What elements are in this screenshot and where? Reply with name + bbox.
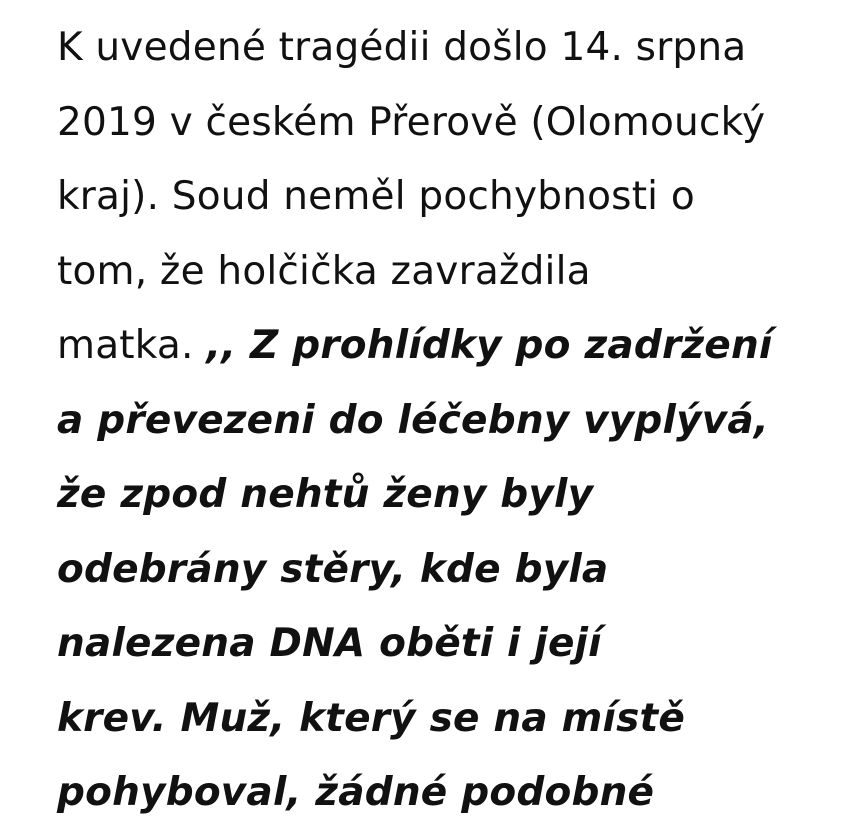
text-line-7 <box>57 458 855 533</box>
quote-emphasis: pohyboval, žádné podobné <box>57 770 655 815</box>
quote-emphasis: nalezena DNA oběti i její <box>57 621 602 666</box>
text-line-10 <box>57 682 855 757</box>
quote-emphasis: a převezeni do léčebny vyplývá, <box>57 397 769 443</box>
quote-emphasis: krev. Muž, který se na místě <box>57 695 686 741</box>
text-line-5 <box>57 309 855 384</box>
text-line-2 <box>57 86 855 161</box>
text-normal: tom, že holčička zavraždila <box>57 248 591 294</box>
text-normal: 2019 v českém Přerově (Olomoucký <box>57 99 766 145</box>
quote-emphasis: odebrány stěry, kde byla <box>57 546 609 592</box>
text-normal: matka. <box>57 323 207 368</box>
quote-emphasis: ,, Z prohlídky po zadržení <box>206 323 773 368</box>
text-normal: kraj). Soud neměl pochybnosti o <box>57 174 695 219</box>
article-text <box>57 11 855 831</box>
quote-emphasis: že zpod nehtů ženy byly <box>57 472 594 517</box>
text-line-1 <box>57 11 855 86</box>
text-line-9 <box>57 607 855 682</box>
text-line-11 <box>57 756 855 831</box>
text-line-6 <box>57 384 855 459</box>
text-normal: K uvedené tragédii došlo 14. srpna <box>57 25 747 70</box>
text-line-8 <box>57 533 855 608</box>
text-line-4 <box>57 235 855 310</box>
text-line-3 <box>57 160 855 235</box>
